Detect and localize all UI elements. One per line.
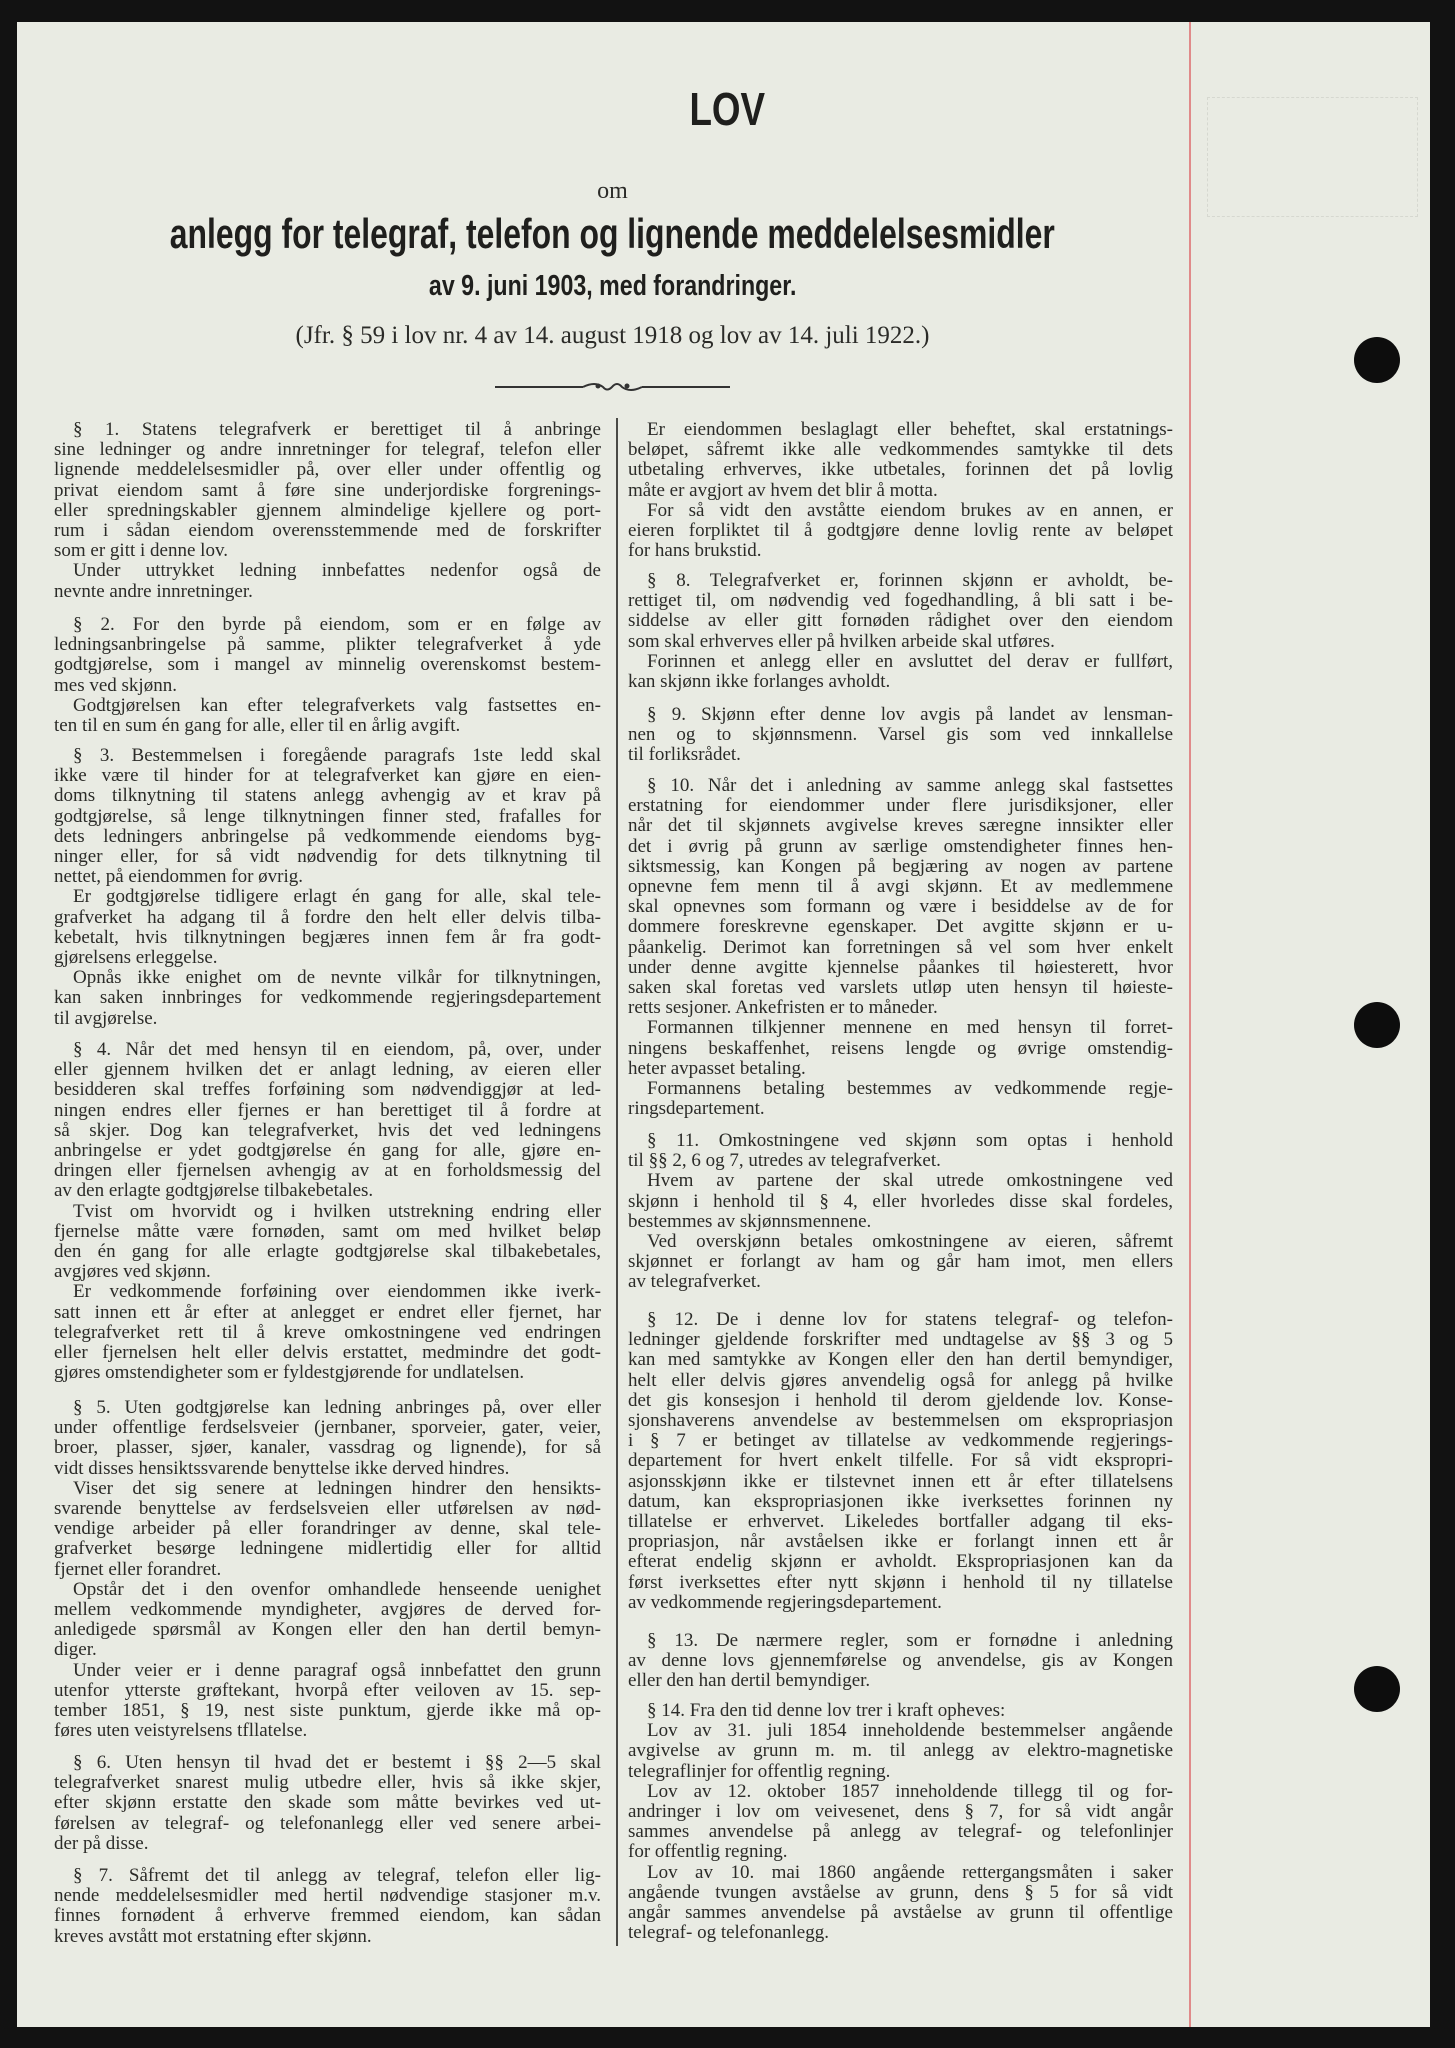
text-line: anbringelse er ydet godtgjørelse én gang for alle, gjøre en- xyxy=(54,1140,601,1162)
text-line: kebetalt, hvis tilknytningen begjæres innen fem år fra godt- xyxy=(54,926,601,948)
paragraph xyxy=(628,652,1173,692)
paragraph xyxy=(628,776,1173,1018)
text-line: ledninger gjeldende forskrifter med undtagelse av §§ 3 og 5 xyxy=(628,1329,1173,1351)
text-line: § 7. Såfremt det til anlegg av telegraf, telefon eller lig- xyxy=(73,1865,601,1886)
text-line: fjernet eller forandret. xyxy=(54,1558,222,1580)
text-line: sammes anvendelse på anlegg av telegraf- og telefonlinjer xyxy=(628,1821,1173,1843)
text-line: broer, plasser, sjøer, kanaler, vassdrag og lignende), for så xyxy=(54,1437,601,1459)
law-heading xyxy=(0,82,1455,136)
text-line: i § 7 er betinget av tillatelse av vedkommende regjerings- xyxy=(628,1430,1173,1452)
text-line: det gis konsesjon i henhold til derom gjeldende lov. Konse- xyxy=(628,1389,1173,1411)
text-line: Er godtgjørelse tidligere erlagt én gang for alle, skal tele- xyxy=(73,886,601,908)
law-section xyxy=(628,571,1173,692)
text-line: av vedkommende regjeringsdepartement. xyxy=(628,1591,942,1613)
paragraph xyxy=(54,887,601,968)
text-line: for offentlig regning. xyxy=(628,1841,788,1863)
text-line: ten til en sum én gang for alle, eller til en årlig avgift. xyxy=(54,715,461,737)
law-heading-text: LOV xyxy=(689,83,766,135)
text-line: kan skjønn ikke forlanges avholdt. xyxy=(628,671,891,693)
text-line: siddelse av eller gitt fornøden rådighet over den eiendom xyxy=(628,610,1173,632)
text-line: dets ledningers anbringelse på vedkommende eiendoms byg- xyxy=(54,825,601,847)
text-line: § 2. For den byrde på eiendom, som er en følge av xyxy=(73,614,601,635)
law-section xyxy=(628,420,1173,561)
text-line: beløpet, såfremt ikke alle vedkommendes samtykke til dets xyxy=(628,439,1173,461)
text-line: eller spredningskabler gjennem almindelige kjellere og port- xyxy=(54,499,601,521)
text-line: anledigede spørsmål av Kongen eller den han dertil bemyn- xyxy=(54,1619,601,1641)
text-line: kan med samtykke av Kongen eller den han dertil bemyndiger, xyxy=(628,1349,1173,1371)
text-line: § 5. Uten godtgjørelse kan ledning anbringes på, over eller xyxy=(73,1397,601,1418)
law-date-subtitle xyxy=(0,270,1225,303)
text-line: avgjøres ved skjønn. xyxy=(54,1261,211,1283)
text-line: erstatning for eiendommer under flere jurisdiksjoner, eller xyxy=(628,795,1173,817)
text-line: svarende benyttelse av ferdselsveien eller utførelsen av nød- xyxy=(54,1498,601,1520)
text-line: Ved overskjønn betales omkostningene av eieren, såfremt xyxy=(647,1231,1173,1253)
text-line: godtgjørelse, så lenge tilknytningen finner sted, frafalles for xyxy=(54,805,601,827)
text-line: finnes fornødent å erhverve fremmed eiendom, kan sådan xyxy=(54,1905,601,1927)
text-line: telegraflinjer for offentlig regning. xyxy=(628,1760,891,1782)
text-line: måte er avgjort av hvem det blir å motta. xyxy=(628,479,938,501)
law-section xyxy=(54,420,601,602)
text-line: ringsdepartement. xyxy=(628,1098,765,1120)
law-title-text: anlegg for telegraf, telefon og lignende meddelelsesmidler xyxy=(169,210,1056,257)
text-line: § 14. Fra den tid denne lov trer i kraft opheves: xyxy=(647,1700,1006,1721)
text-line: skjønnet er forlangt av ham og går ham imot, men ellers xyxy=(628,1251,1173,1273)
law-section xyxy=(628,1701,1173,1943)
paragraph xyxy=(628,1232,1173,1293)
text-line: ningen endres eller fjernes er han berettiget til å fordre at xyxy=(54,1099,601,1121)
text-line: av den erlagte godtgjørelse tilbakebetales. xyxy=(54,1180,374,1202)
text-line: saken skal foretas ved varslets utløp uten hensyn til høieste- xyxy=(628,977,1173,999)
text-line: telegrafverket snarest mulig utbedre eller, hvis så ikke skjer, xyxy=(54,1772,601,1794)
text-line: siktsmessig, kan Kongen på begjæring av nogen av partene xyxy=(628,855,1173,877)
text-line: Formannens betaling bestemmes av vedkommende regje- xyxy=(647,1078,1173,1100)
text-line: utenfor ytterste grøftekant, hvorpå efter veiloven av 15. sep- xyxy=(54,1679,601,1701)
text-line: skal opnevnes som formann og være i besiddelse av de for xyxy=(628,896,1173,918)
text-line: når det til skjønnets avgivelse kreves særegne innsikter eller xyxy=(628,815,1173,837)
text-line: av denne lovs gjennemførelse og anvendelse, gis av Kongen xyxy=(628,1650,1173,1672)
text-line: førelsen av telegraf- og telefonanlegg eller ved senere arbei- xyxy=(54,1812,601,1834)
text-line: gjørelsens erleggelse. xyxy=(54,947,218,969)
text-line: dommere foreskrevne egenskaper. Det avgitte skjønn er u- xyxy=(628,916,1173,938)
law-section xyxy=(54,615,601,736)
paragraph xyxy=(54,1479,601,1580)
paragraph xyxy=(54,1282,601,1383)
text-line: kreves avstått mot erstatning efter skjønn. xyxy=(54,1925,372,1947)
text-line: til avgjørelse. xyxy=(54,1007,158,1029)
text-line: ninger eller, for så vidt nødvendig for dets tilknytning til xyxy=(54,846,601,868)
text-line: privat eiendom samt å føre sine underjordiske forgrenings- xyxy=(54,479,601,501)
text-line: ningens beskaffenhet, reisens lengde og øvrige omstendig- xyxy=(628,1037,1173,1059)
text-line: gjøres omstendigheter som er fyldestgjørende for undlatelsen. xyxy=(54,1362,525,1384)
paragraph xyxy=(54,1202,601,1283)
text-line: Er eiendommen beslaglagt eller beheftet, skal erstatnings- xyxy=(647,419,1173,440)
text-line: av telegrafverket. xyxy=(628,1271,761,1293)
paragraph xyxy=(628,1310,1173,1613)
paragraph xyxy=(628,1131,1173,1171)
paragraph xyxy=(628,705,1173,766)
text-line: Under uttrykket ledning innbefattes nedenfor også de xyxy=(73,560,601,582)
paragraph xyxy=(54,1580,601,1661)
paragraph xyxy=(54,1040,601,1202)
text-line: eieren forpliktet til å godtgjøre denne lovlig rente av beløpet xyxy=(628,520,1173,542)
text-line: ledningsanbringelse på samme, plikter telegrafverket å yde xyxy=(54,634,601,656)
text-line: der på disse. xyxy=(54,1832,149,1854)
paragraph xyxy=(54,561,601,601)
text-line: for hans brukstid. xyxy=(628,540,762,562)
paragraph xyxy=(628,420,1173,501)
text-line: sine ledninger og andre innretninger for telegraf, telefon eller xyxy=(54,439,601,461)
text-line: nende meddelelsesmidler med hertil nødvendige stasjoner m.v. xyxy=(54,1885,601,1907)
text-line: tember 1851, § 19, nest siste punktum, gjerde ikke må op- xyxy=(54,1700,601,1722)
text-line: Godtgjørelsen kan efter telegrafverkets valg fastsettes en- xyxy=(73,694,601,716)
text-line: føres uten veistyrelsens tfllatelse. xyxy=(54,1720,308,1742)
text-line: mellem vedkommende myndigheter, avgjøres de derved for- xyxy=(54,1599,601,1621)
paragraph xyxy=(628,1721,1173,1782)
text-line: avgivelse av grunn m. m. til anlegg av elektro-magnetiske xyxy=(628,1740,1173,1762)
law-section xyxy=(628,705,1173,766)
text-line: telegraf- og telefonanlegg. xyxy=(628,1922,829,1944)
text-line: skjønn i henhold til § 4, eller hvorledes disse skal fordeles, xyxy=(628,1190,1173,1212)
law-date-subtitle-text: av 9. juni 1903, med forandringer. xyxy=(428,270,797,302)
text-line: opnevne fem menn til å avgi skjønn. Et av medlemmene xyxy=(628,876,1173,898)
paragraph xyxy=(54,746,601,887)
text-line: tillatelse er erhvervet. Likeledes bortfaller adgang til eks- xyxy=(628,1511,1173,1533)
paragraph xyxy=(54,1753,601,1854)
paragraph xyxy=(54,1398,601,1479)
text-line: eller gjennem hvilken det er anlagt ledning, av eieren eller xyxy=(54,1059,601,1081)
text-line: sjonshaverens anvendelse av bestemmelsen om ekspropriasjon xyxy=(628,1410,1173,1432)
paragraph xyxy=(628,1079,1173,1119)
paragraph xyxy=(628,1701,1173,1721)
text-line: § 4. Når det med hensyn til en eiendom, på, over, under xyxy=(73,1039,601,1060)
text-line: helt eller delvis gjøres anvendelig også for anlegg på hvilke xyxy=(628,1369,1173,1391)
text-line: som er gitt i denne lov. xyxy=(54,540,228,562)
text-line: dringen eller fjernelsen avhengig av at en forholdsmessig del xyxy=(54,1160,601,1182)
paragraph xyxy=(54,968,601,1029)
punch-hole-icon xyxy=(1354,1002,1400,1048)
law-section xyxy=(54,1753,601,1854)
text-line: under denne avgitte kjennelse påankes til høiesterett, hvor xyxy=(628,956,1173,978)
text-line: under offentlige ferdselsveier (jernbaner, sporveier, gater, veier, xyxy=(54,1417,601,1439)
text-line: nen og to skjønnsmenn. Varsel gis som ved innkallelse xyxy=(628,724,1173,746)
text-line: telegrafverket rett til å kreve omkostningene ved endringen xyxy=(54,1321,601,1343)
paragraph xyxy=(54,1661,601,1742)
text-line: § 9. Skjønn efter denne lov avgis på landet av lensman- xyxy=(647,704,1173,725)
text-line: lignende meddelelsesmidler på, over eller under offentlig og xyxy=(54,459,601,481)
text-line: departement for hvert enkelt tilfelle. For så vidt ekspropri- xyxy=(628,1450,1173,1472)
text-line: angående tvungen avståelse av grunn, dens § 5 for så vidt xyxy=(628,1881,1173,1903)
text-line: ikke være til hinder for at telegrafverket kan gjøre en eien- xyxy=(54,765,601,787)
text-line: Lov av 10. mai 1860 angående rettergangsmåten i saker xyxy=(647,1861,1173,1883)
text-line: mes ved skjønn. xyxy=(54,674,177,696)
text-line: Viser det sig senere at ledningen hindrer den hensikts- xyxy=(73,1477,601,1499)
text-line: rettiget til, om nødvendig ved fogedhandling, å bli satt i be- xyxy=(628,590,1173,612)
text-line: så skjer. Dog kan telegrafverket, hvis det ved ledningens xyxy=(54,1119,601,1141)
text-line: godtgjørelse, som i mangel av minnelig overenskomst bestem- xyxy=(54,654,601,676)
text-line: vendige arbeider på eller forandringer av denne, skal tele- xyxy=(54,1518,601,1540)
text-line: til forliksrådet. xyxy=(628,744,741,766)
punch-hole-icon xyxy=(1354,1666,1400,1712)
amendment-reference: (Jfr. § 59 i lov nr. 4 av 14. august 1918 og lov av 14. juli 1922.) xyxy=(295,322,930,349)
text-line: vidt disses hensiktssvarende benyttelse ikke derved hindres. xyxy=(54,1457,510,1479)
text-line: først iverksettes efter nytt skjønn i henhold til ny tillatelse xyxy=(628,1571,1173,1593)
paragraph xyxy=(628,1782,1173,1863)
text-line: Lov av 31. juli 1854 inneholdende bestemmelser angående xyxy=(647,1720,1173,1742)
text-line: § 12. De i denne lov for statens telegraf- og telefon- xyxy=(647,1309,1173,1330)
punch-hole-icon xyxy=(1354,337,1400,383)
text-line: § 11. Omkostningene ved skjønn som optas i henhold xyxy=(647,1130,1173,1151)
paragraph xyxy=(628,1171,1173,1232)
text-line: efterat endelig skjønn er avholdt. Ekspropriasjonen kan da xyxy=(628,1551,1173,1573)
text-line: som skal erhverves eller på hvilken arbeide skal utføres. xyxy=(628,630,1055,652)
text-line: Tvist om hvorvidt og i hvilken utstrekning endring eller xyxy=(73,1200,601,1222)
text-line: bestemmes av skjønnsmennene. xyxy=(628,1210,872,1232)
text-line: § 1. Statens telegrafverk er berettiget til å anbringe xyxy=(73,419,601,440)
law-section xyxy=(54,1040,601,1383)
paragraph xyxy=(628,501,1173,562)
text-line: besidderen skal treffes forføining som nødvendiggjør at led- xyxy=(54,1079,601,1101)
text-line: den én gang for alle erlagte godtgjørelse skal tilbakebetales, xyxy=(54,1241,601,1263)
paragraph xyxy=(628,571,1173,652)
heading-om: om xyxy=(597,178,628,204)
text-line: propriasjon, når avståelsen ikke er forlangt innen ett år xyxy=(628,1531,1173,1553)
text-line: utbetaling erhverves, ikke utbetales, forinnen det på lovlig xyxy=(628,459,1173,481)
text-line: andringer i lov om veivesenet, dens § 7, for så vidt angår xyxy=(628,1801,1173,1823)
text-line: For så vidt den avståtte eiendom brukes av en annen, er xyxy=(647,499,1173,521)
text-line: til §§ 2, 6 og 7, utredes av telegrafverket. xyxy=(628,1150,941,1172)
law-section xyxy=(54,1866,601,1947)
text-line: heter avpasset betaling. xyxy=(628,1057,806,1079)
text-line: diger. xyxy=(54,1639,97,1661)
column-divider xyxy=(616,418,618,1946)
text-line: grafverket besørge ledningene midlertidig eller for alltid xyxy=(54,1538,601,1560)
ornament-divider-icon xyxy=(495,378,730,396)
text-line: rum i sådan eiendom overensstemmende med de forskrifter xyxy=(54,520,601,542)
text-line: § 6. Uten hensyn til hvad det er bestemt i §§ 2—5 skal xyxy=(73,1752,601,1773)
law-section xyxy=(628,776,1173,1119)
law-section xyxy=(628,1131,1173,1293)
text-line: § 10. Når det i anledning av samme anlegg skal fastsettes xyxy=(647,775,1173,796)
text-line: efter skjønn erstatte den skade som måtte bevirkes ved ut- xyxy=(54,1792,601,1814)
law-section xyxy=(628,1310,1173,1613)
text-line: datum, kan ekspropriasjonen ikke iverksettes forinnen ny xyxy=(628,1490,1173,1512)
text-line: Forinnen et anlegg eller en avsluttet del derav er fullført, xyxy=(647,650,1173,672)
text-line: Opnås ikke enighet om de nevnte vilkår for tilknytningen, xyxy=(73,967,601,989)
paragraph xyxy=(628,1863,1173,1944)
text-line: eller fjernelsen helt eller delvis erstattet, medmindre det godt- xyxy=(54,1342,601,1364)
paragraph xyxy=(54,615,601,696)
paragraph xyxy=(628,1018,1173,1079)
law-section xyxy=(628,1631,1173,1692)
text-line: Er vedkommende forføining over eiendommen ikke iverk- xyxy=(73,1281,601,1303)
text-line: § 8. Telegrafverket er, forinnen skjønn er avholdt, be- xyxy=(647,570,1173,591)
text-line: påankelig. Derimot kan forretningen så vel som hver enkelt xyxy=(628,936,1173,958)
text-line: asjonsskjønn ikke er tilstevnet innen ett år efter tillatelsens xyxy=(628,1470,1173,1492)
text-line: § 13. De nærmere regler, som er fornødne i anledning xyxy=(647,1630,1173,1651)
law-title xyxy=(0,210,1225,258)
paragraph xyxy=(628,1631,1173,1692)
text-line: fjernelse måtte være fornøden, samt om med hvilket beløp xyxy=(54,1220,601,1242)
text-line: Hvem av partene der skal utrede omkostningene ved xyxy=(647,1170,1173,1192)
text-line: Opstår det i den ovenfor omhandlede henseende uenighet xyxy=(73,1578,601,1600)
paragraph xyxy=(54,420,601,561)
text-line: det i øvrig på grunn av særlige omstendigheter finnes hen- xyxy=(628,835,1173,857)
text-line: satt innen ett år efter at anlegget er endret eller fjernet, har xyxy=(54,1301,601,1323)
text-line: retts sesjoner. Ankefristen er to måneder. xyxy=(628,997,938,1019)
text-line: nettet, på eiendommen for øvrig. xyxy=(54,866,304,888)
text-line: Formannen tilkjenner mennene en med hensyn til forret- xyxy=(647,1017,1173,1039)
paragraph xyxy=(54,696,601,736)
text-line: angår sammes anvendelse på avståelse av grunn til offentlige xyxy=(628,1902,1173,1924)
text-line: § 3. Bestemmelsen i foregående paragrafs 1ste ledd skal xyxy=(73,745,601,766)
text-line: doms tilknytning til statens anlegg avhengig av et krav på xyxy=(54,785,601,807)
text-line: Lov av 12. oktober 1857 inneholdende tillegg til og for- xyxy=(647,1780,1173,1802)
text-line: nevnte andre innretninger. xyxy=(54,580,253,602)
text-line: eller den han dertil bemyndiger. xyxy=(628,1670,871,1692)
text-line: grafverket ha adgang til å fordre den helt eller delvis tilba- xyxy=(54,906,601,928)
law-section xyxy=(54,1398,601,1741)
paragraph xyxy=(54,1866,601,1947)
law-section xyxy=(54,746,601,1029)
text-line: kan saken innbringes for vedkommende regjeringsdepartement xyxy=(54,987,601,1009)
text-line: Under veier er i denne paragraf også innbefattet den grunn xyxy=(73,1659,601,1681)
